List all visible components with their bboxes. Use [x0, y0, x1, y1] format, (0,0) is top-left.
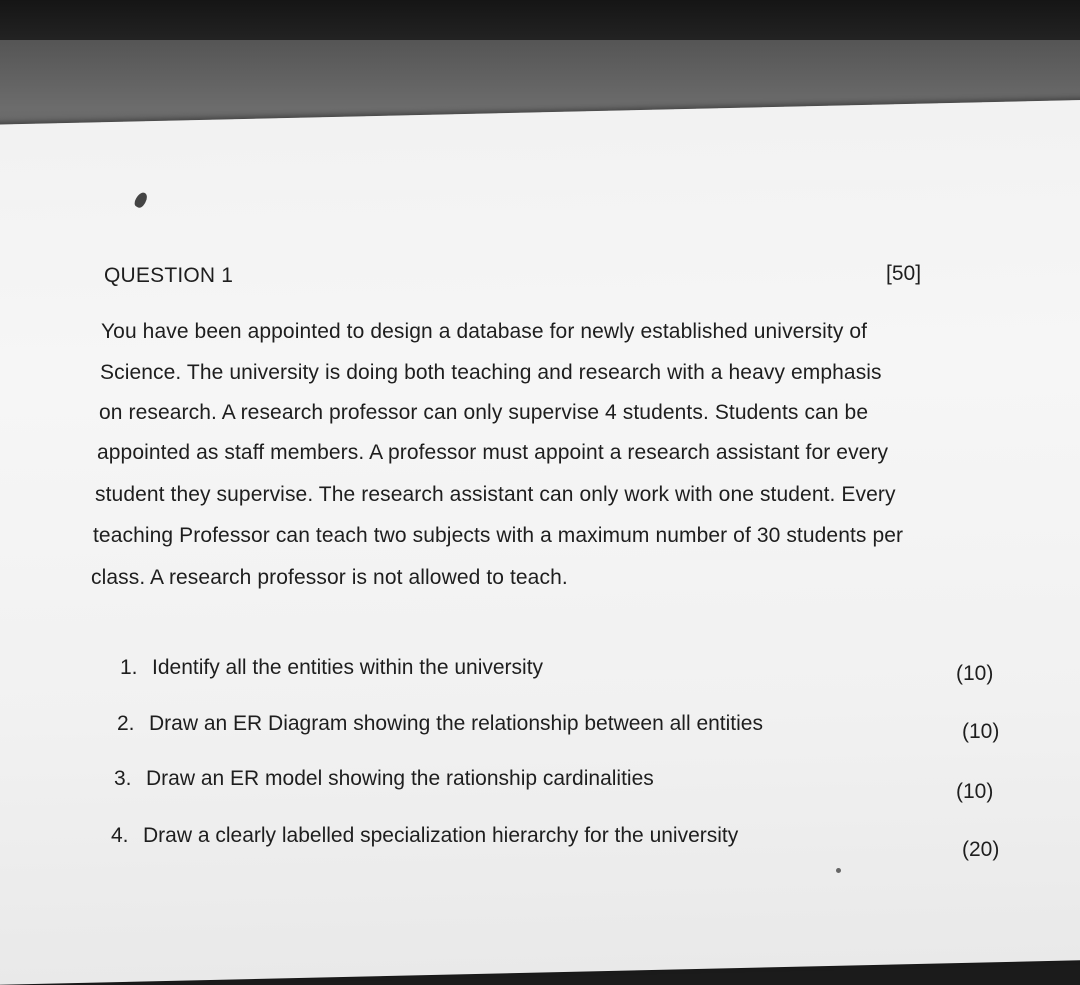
task-number: 3.	[114, 767, 132, 790]
task-score: (10)	[962, 720, 1000, 743]
paragraph-line: Science. The university is doing both teaching and research with a heavy emphasis	[100, 361, 882, 384]
question-total-marks: [50]	[886, 262, 922, 285]
task-text: Draw an ER model showing the rationship cardinalities	[146, 767, 654, 790]
task-item	[111, 824, 738, 848]
task-score: (20)	[962, 838, 1000, 861]
paragraph-line: appointed as staff members. A professor must appoint a research assistant for every	[97, 441, 889, 464]
paragraph-line: class. A research professor is not allowed to teach.	[91, 566, 568, 589]
task-text: Draw an ER Diagram showing the relationship between all entities	[149, 712, 763, 735]
task-score: (10)	[956, 662, 994, 685]
task-number: 4.	[111, 824, 129, 847]
paragraph-line: teaching Professor can teach two subjects with a maximum number of 30 students per	[93, 524, 904, 547]
task-text: Identify all the entities within the university	[152, 656, 544, 679]
paragraph-line: on research. A research professor can only supervise 4 students. Students can be	[99, 401, 869, 424]
question-title: QUESTION 1	[104, 264, 234, 287]
task-item	[120, 656, 543, 680]
task-number: 2.	[117, 712, 135, 735]
task-item	[114, 767, 654, 791]
ink-dot	[836, 868, 841, 873]
task-item	[117, 712, 763, 736]
task-text: Draw a clearly labelled specialization hierarchy for the university	[143, 824, 739, 847]
paragraph-line: You have been appointed to design a database for newly established university of	[101, 320, 868, 343]
task-score: (10)	[956, 780, 994, 803]
paragraph-line: student they supervise. The research assistant can only work with one student. Every	[95, 483, 896, 506]
pen-mark	[133, 191, 150, 210]
task-number: 1.	[120, 656, 138, 679]
